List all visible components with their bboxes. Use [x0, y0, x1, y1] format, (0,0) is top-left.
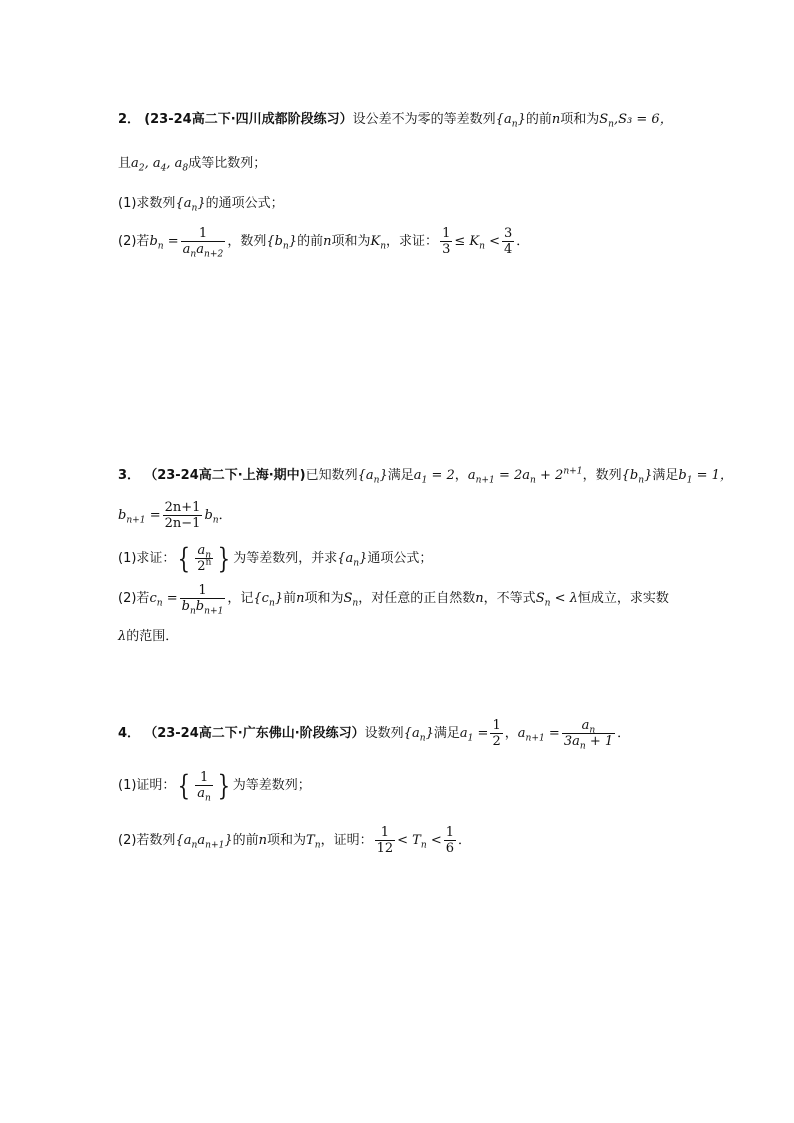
problem-4-q2: (2)若数列$\{a_na_{n+1}\}$的前n项和为$T_n$，证明： $\frac{1}{12}$ < $T_n$ < $\frac{1}{6}$ ． [118, 825, 472, 856]
problem-number: 2． [118, 112, 141, 127]
problem-source: （23-24高二下·上海·期中) [144, 468, 306, 483]
problem-3-q1: (1)求证：{ $\frac{a_n}{2^n}$ } 为等差数列，并求$\{a_n\}$通项公式； [118, 541, 433, 575]
problem-3-q2: (2)若$c_n$ = $\frac{1}{b_nb_{n+1}}$ ，记$\{c_n\}$前n项和为$S_n$，对任意的正自然数n，不等式$S_n < \lambda$恒成立，求实数 [118, 583, 669, 617]
problem-3-line-last: λ的范围． [118, 629, 179, 644]
problem-2-q2: (2)若$b_n$ = $\frac{1}{a_na_{n+2}}$ ，数列$\{b_n\}$的前n项和为$K_n$，求证： $\frac{1}{3}$ ≤ $K_n$ < $\frac{3}{4}$ ． [118, 226, 530, 260]
problem-4-q1: (1)证明：{ $\frac{1}{a_n}$ } 为等差数列； [118, 768, 311, 804]
problem-2-q1: (1)求数列$\{a_n\}$的通项公式； [118, 196, 284, 214]
problem-number: 4． [118, 726, 141, 741]
problem-3-line2: $b_{n+1}$ = $\frac{2n+1}{2n-1}$ $b_n$． [118, 500, 232, 531]
problem-2-stem: 2． (23-24高二下·四川成都阶段练习）设公差不为零的等差数列$\{a_n\}$的前n项和为$S_n,S_3 = 6$， [118, 112, 673, 130]
problem-4-stem: 4． （23-24高二下·广东佛山·阶段练习）设数列$\{a_n\}$满足$a_1$ = $\frac{1}{2}$ ，$a_{n+1}$ = $\frac{a_n}{3a_n + 1}$ ． [118, 718, 631, 752]
problem-source: （23-24高二下·广东佛山·阶段练习） [144, 726, 365, 741]
problem-source: (23-24高二下·四川成都阶段练习） [144, 112, 353, 127]
problem-2-line2: 且$a_2$, $a_4$, $a_8$成等比数列； [118, 156, 267, 174]
problem-3-stem: 3． （23-24高二下·上海·期中)已知数列$\{a_n\}$满足$a_1 = 2$，$a_{n+1} = 2a_n + 2^{n+1}$，数列$\{b_n\}$满足$b_1 = 1$， [118, 466, 733, 486]
problem-number: 3． [118, 468, 141, 483]
